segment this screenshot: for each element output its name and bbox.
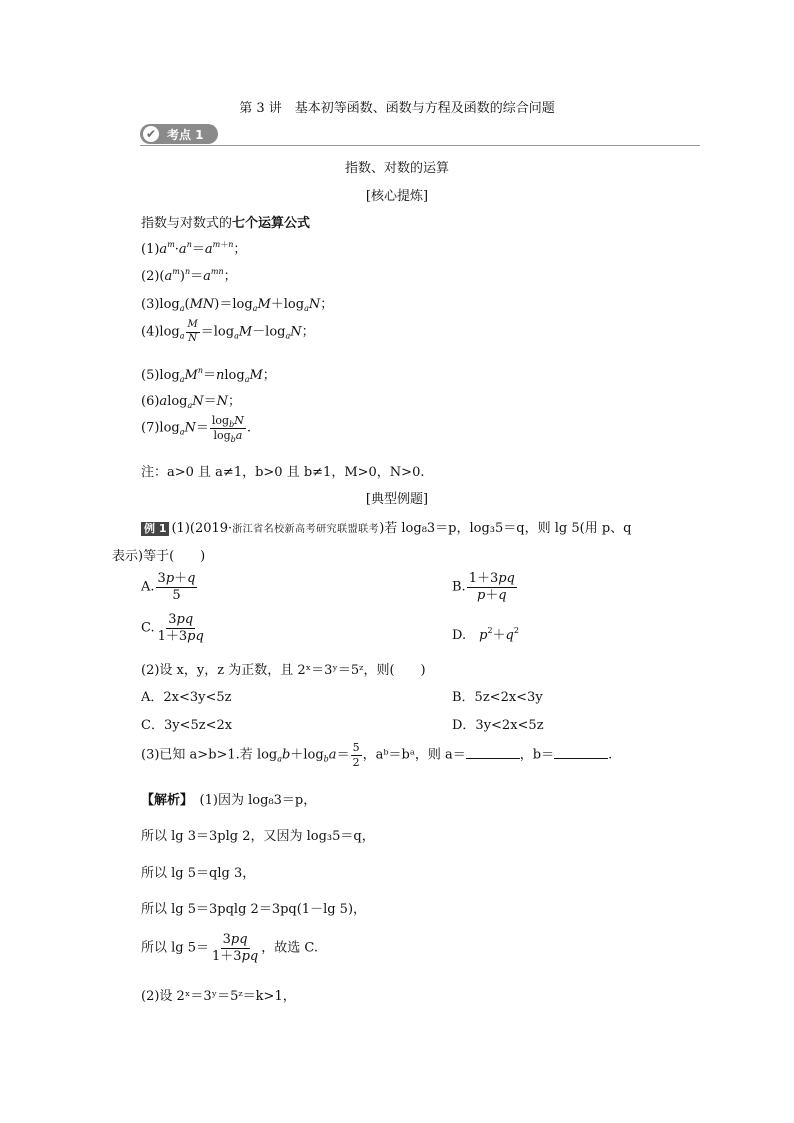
- example1-q2: (2)设 x，y，z 为正数，且 2ˣ＝3ʸ＝5ᶻ，则( ): [141, 663, 426, 678]
- examples-label: [典型例题]: [365, 492, 429, 507]
- solution-line-3: 所以 lg 5＝qlg 3，: [141, 866, 256, 881]
- checkmark-icon: ✔: [143, 126, 159, 142]
- solution-line-2: 所以 lg 3＝3plg 2，又因为 log₃5＝q，: [141, 829, 375, 844]
- solution-line-6: (2)设 2ˣ＝3ʸ＝5ᶻ＝k>1，: [141, 989, 296, 1004]
- formula-4: $(4)\log_a$ $\frac{M}{N}$ $=\log_aM-\log_aN$；: [141, 319, 315, 344]
- option-1d: D. $p^2+q^2$: [452, 626, 519, 643]
- formula-intro: 指数与对数式的七个运算公式: [141, 216, 311, 231]
- option-2d: D．3y<2x<5z: [452, 718, 544, 733]
- option-1c: C. $\frac{3pq}{1+3pq}$: [141, 612, 204, 644]
- option-1b: B. $\frac{1+3pq}{p+q}$: [452, 571, 515, 603]
- option-2a: A．2x<3y<5z: [141, 690, 232, 705]
- formula-7: $(7)\log_aN=$ $\frac{\log_bN}{\log_ba}$ .: [141, 414, 251, 444]
- formula-note: 注：a>0 且 a≠1，b>0 且 b≠1，M>0，N>0.: [141, 465, 425, 480]
- solution-line-1: 【解析】 (1)因为 log₈3＝p，: [141, 793, 317, 808]
- formula-6: (6)alog$_a$N＝N；: [141, 394, 242, 410]
- section-title: 指数、对数的运算: [344, 161, 449, 176]
- solution-line-5: 所以 lg 5＝ $\frac{3pq}{1+3pq}$ ，故选 C.: [141, 932, 318, 964]
- formula-2: $(2)(a^m)^n=a^{mn}$；: [141, 267, 237, 284]
- page-title: 第 3 讲 基本初等函数、函数与方程及函数的综合问题: [239, 101, 555, 116]
- solution-line-4: 所以 lg 5＝3pqlg 2＝3pq(1－lg 5)，: [141, 902, 367, 917]
- formula-1: $(1)a^m\cdot a^n=a^{m+n}$；: [141, 240, 247, 257]
- option-2b: B．5z<2x<3y: [452, 690, 543, 705]
- answer-blank-a[interactable]: [466, 746, 520, 759]
- answer-blank-b[interactable]: [554, 746, 608, 759]
- option-1a: A. $\frac{3p+q}{5}$: [141, 571, 196, 603]
- example-tag: 例 1: [141, 522, 169, 536]
- formula-3: $(3)\log_a(MN)=\log_aM+\log_aN$；: [141, 297, 334, 313]
- divider: [140, 145, 700, 146]
- example1-q3: (3)已知 a>b>1.若 $\log_ab+\log_ba=$ $\frac{5}{2}$ ，aᵇ＝bᵃ，则 a＝ ，b＝ .: [141, 741, 613, 769]
- core-label: [核心提炼]: [365, 189, 429, 204]
- option-2c: C．3y<5z<2x: [141, 718, 233, 733]
- formula-5: $(5)\log_aM^n=nlog_aM$；: [141, 366, 276, 384]
- solution-label: 【解析】: [141, 793, 187, 808]
- badge-label: 考点 1: [167, 127, 204, 142]
- example1-q1-cont: 表示)等于( ): [112, 549, 206, 564]
- topic-badge: [140, 124, 218, 144]
- example1-q1: 例 1 (1)(2019·浙江省名校新高考研究联盟联考)若 log₈3＝p，log₃5＝q，则 lg 5(用 p、q: [141, 517, 631, 536]
